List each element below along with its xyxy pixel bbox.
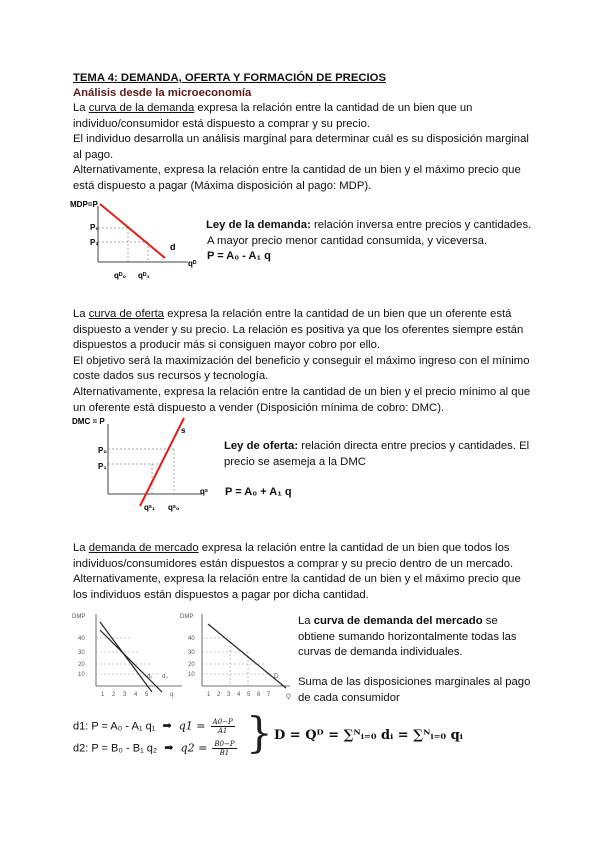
- market-chart-individual: [70, 608, 190, 702]
- market-individual-curve-2: [100, 630, 162, 692]
- market-left-tick-x: 3: [123, 692, 127, 698]
- supply-chart: [70, 414, 220, 514]
- page-title: TEMA 4: DEMANDA, OFERTA Y FORMACIÓN DE PRECIOS: [73, 72, 386, 84]
- market-right-tick-x: 7: [267, 692, 271, 698]
- equation-d1: d1: P = A₀ - A₁ q₁ ➡ q1 = $\frac{A0-P}{A1}$: [73, 718, 233, 735]
- supply-curve-link: curva de oferta: [88, 308, 165, 320]
- demand-p1-label: P₁: [90, 238, 99, 247]
- market-left-tick-x: 4: [134, 692, 138, 698]
- supply-curve-line: [140, 418, 184, 506]
- market-left-x-label: q: [170, 692, 174, 698]
- section-subtitle: Análisis desde la microeconomía: [73, 87, 252, 99]
- market-right-tick-y: 30: [188, 650, 195, 656]
- supply-q0-label: qˢ₀: [168, 503, 180, 512]
- demand-curve-label: d: [170, 242, 176, 252]
- market-right-curve-label: D: [274, 674, 279, 680]
- market-chart-aggregate: [178, 608, 298, 702]
- supply-formula: P = A₀ + A₁ q: [225, 486, 292, 498]
- market-left-tick-y: 40: [78, 636, 85, 642]
- supply-law: Ley de oferta: relación directa entre precios y cantidades. El precio se asemeja a la DMC: [224, 440, 530, 468]
- market-side-text: La curva de demanda del mercado se obtiene sumando horizontalmente todas las curvas de demanda individuales.: [298, 615, 517, 659]
- brace-icon: }: [246, 708, 273, 757]
- supply-x-label: qˢ: [200, 487, 208, 496]
- market-individual-curve-1: [100, 622, 152, 692]
- market-left-tick-x: 2: [112, 692, 116, 698]
- market-left-tick-y: 20: [78, 662, 85, 668]
- market-left-tick-x: 5: [145, 692, 149, 698]
- market-left-tick-y: 10: [78, 672, 85, 678]
- supply-law-title: Ley de oferta:: [224, 440, 299, 452]
- demand-q0-label: qᴰ₀: [114, 271, 127, 280]
- market-demand-curve-term: curva de demanda del mercado: [313, 615, 483, 627]
- supply-paragraph: La curva de oferta expresa la relación entre la cantidad de un bien que un oferente está dispuesto a vender y su precio. La relación es positiva ya que los oferentes siempre están dispuestos a producir más si consiguen mayor cobro por ello. El objetivo será la maximización del beneficio y conseguir el máximo ingreso con el mínimo coste dados sus recursos y tecnología. Alternativamente, expresa la relación entre la cantidad de un bien y el precio mínimo al que un oferente está dispuesto a vender (Disposición mínima de cobro: DMC).: [73, 308, 531, 414]
- supply-p1-label: P₁: [98, 462, 107, 471]
- demand-y-label: MDP=P: [70, 200, 98, 209]
- market-right-tick-x: 6: [257, 692, 261, 698]
- market-side-text-2: Suma de las disposiciones marginales al pago de cada consumidor: [298, 676, 531, 704]
- arrow-icon: ➡: [162, 720, 172, 733]
- demand-formula: P = A₀ - A₁ q: [207, 250, 271, 262]
- market-paragraph: La demanda de mercado expresa la relación entre la cantidad de un bien que todos los individuos/consumidores están dispuestos a comprar y su precio dentro de un mercado. Alternativamente, expresa la relación entre la cantidad de un bien y el máximo precio que los individuos están dispuestos a pagar por dicha cantidad.: [73, 542, 521, 601]
- supply-p0-label: P₀: [98, 446, 107, 455]
- market-right-tick-x: 3: [227, 692, 231, 698]
- market-right-tick-y: 20: [188, 662, 195, 668]
- arrow-icon: ➡: [164, 742, 174, 755]
- market-left-tick-y: 30: [78, 650, 85, 656]
- demand-chart: [70, 198, 200, 284]
- equation-d2: d2: P = B₀ - B₁ q₂ ➡ q2 = $\frac{B0-P}{B1}$: [73, 740, 235, 757]
- market-right-tick-y: 10: [188, 672, 195, 678]
- demand-law: Ley de la demanda: relación inversa entre precios y cantidades. A mayor precio menor cantidad consumida, y viceversa.: [206, 219, 532, 247]
- demand-x-label: qᴰ: [188, 259, 197, 268]
- demand-curve-link: curva de la demanda: [88, 102, 195, 114]
- demand-paragraph: La curva de la demanda expresa la relación entre la cantidad de un bien que un individuo/consumidor está dispuesto a comprar y su precio. El individuo desarrolla un análisis marginal para determinar cuál es su disposición marginal al pago. Alternativamente, expresa la relación entre la cantidad de un bien y el máximo precio que está dispuesto a pagar (Máxima disposición al pago: MDP).: [73, 102, 529, 192]
- market-right-tick-x: 2: [217, 692, 221, 698]
- market-left-curve2-label: d₂: [162, 674, 168, 680]
- market-left-curve1-label: d₁: [147, 674, 153, 680]
- market-right-tick-y: 40: [188, 636, 195, 642]
- market-right-x-label: Q: [286, 694, 291, 700]
- market-right-tick-x: 4: [237, 692, 241, 698]
- market-demand-link: demanda de mercado: [88, 542, 199, 554]
- aggregate-demand-formula: D = Qᴰ = ∑ᴺᵢ₌₀ dᵢ = ∑ᴺᵢ₌₀ qᵢ: [274, 728, 463, 743]
- market-right-y-label: DMP: [180, 614, 194, 620]
- supply-q1-label: qˢ₁: [144, 503, 156, 512]
- market-left-y-label: DMP: [72, 614, 86, 620]
- demand-p0-label: P₀: [90, 223, 99, 232]
- market-left-tick-x: 1: [101, 692, 105, 698]
- supply-y-label: DMC = P: [72, 417, 105, 426]
- market-right-tick-x: 5: [247, 692, 251, 698]
- demand-law-title: Ley de la demanda:: [206, 219, 311, 231]
- demand-q1-label: qᴰ₁: [138, 271, 150, 280]
- supply-curve-label: s: [181, 426, 186, 435]
- demand-curve-line: [100, 204, 165, 258]
- market-right-tick-x: 1: [207, 692, 211, 698]
